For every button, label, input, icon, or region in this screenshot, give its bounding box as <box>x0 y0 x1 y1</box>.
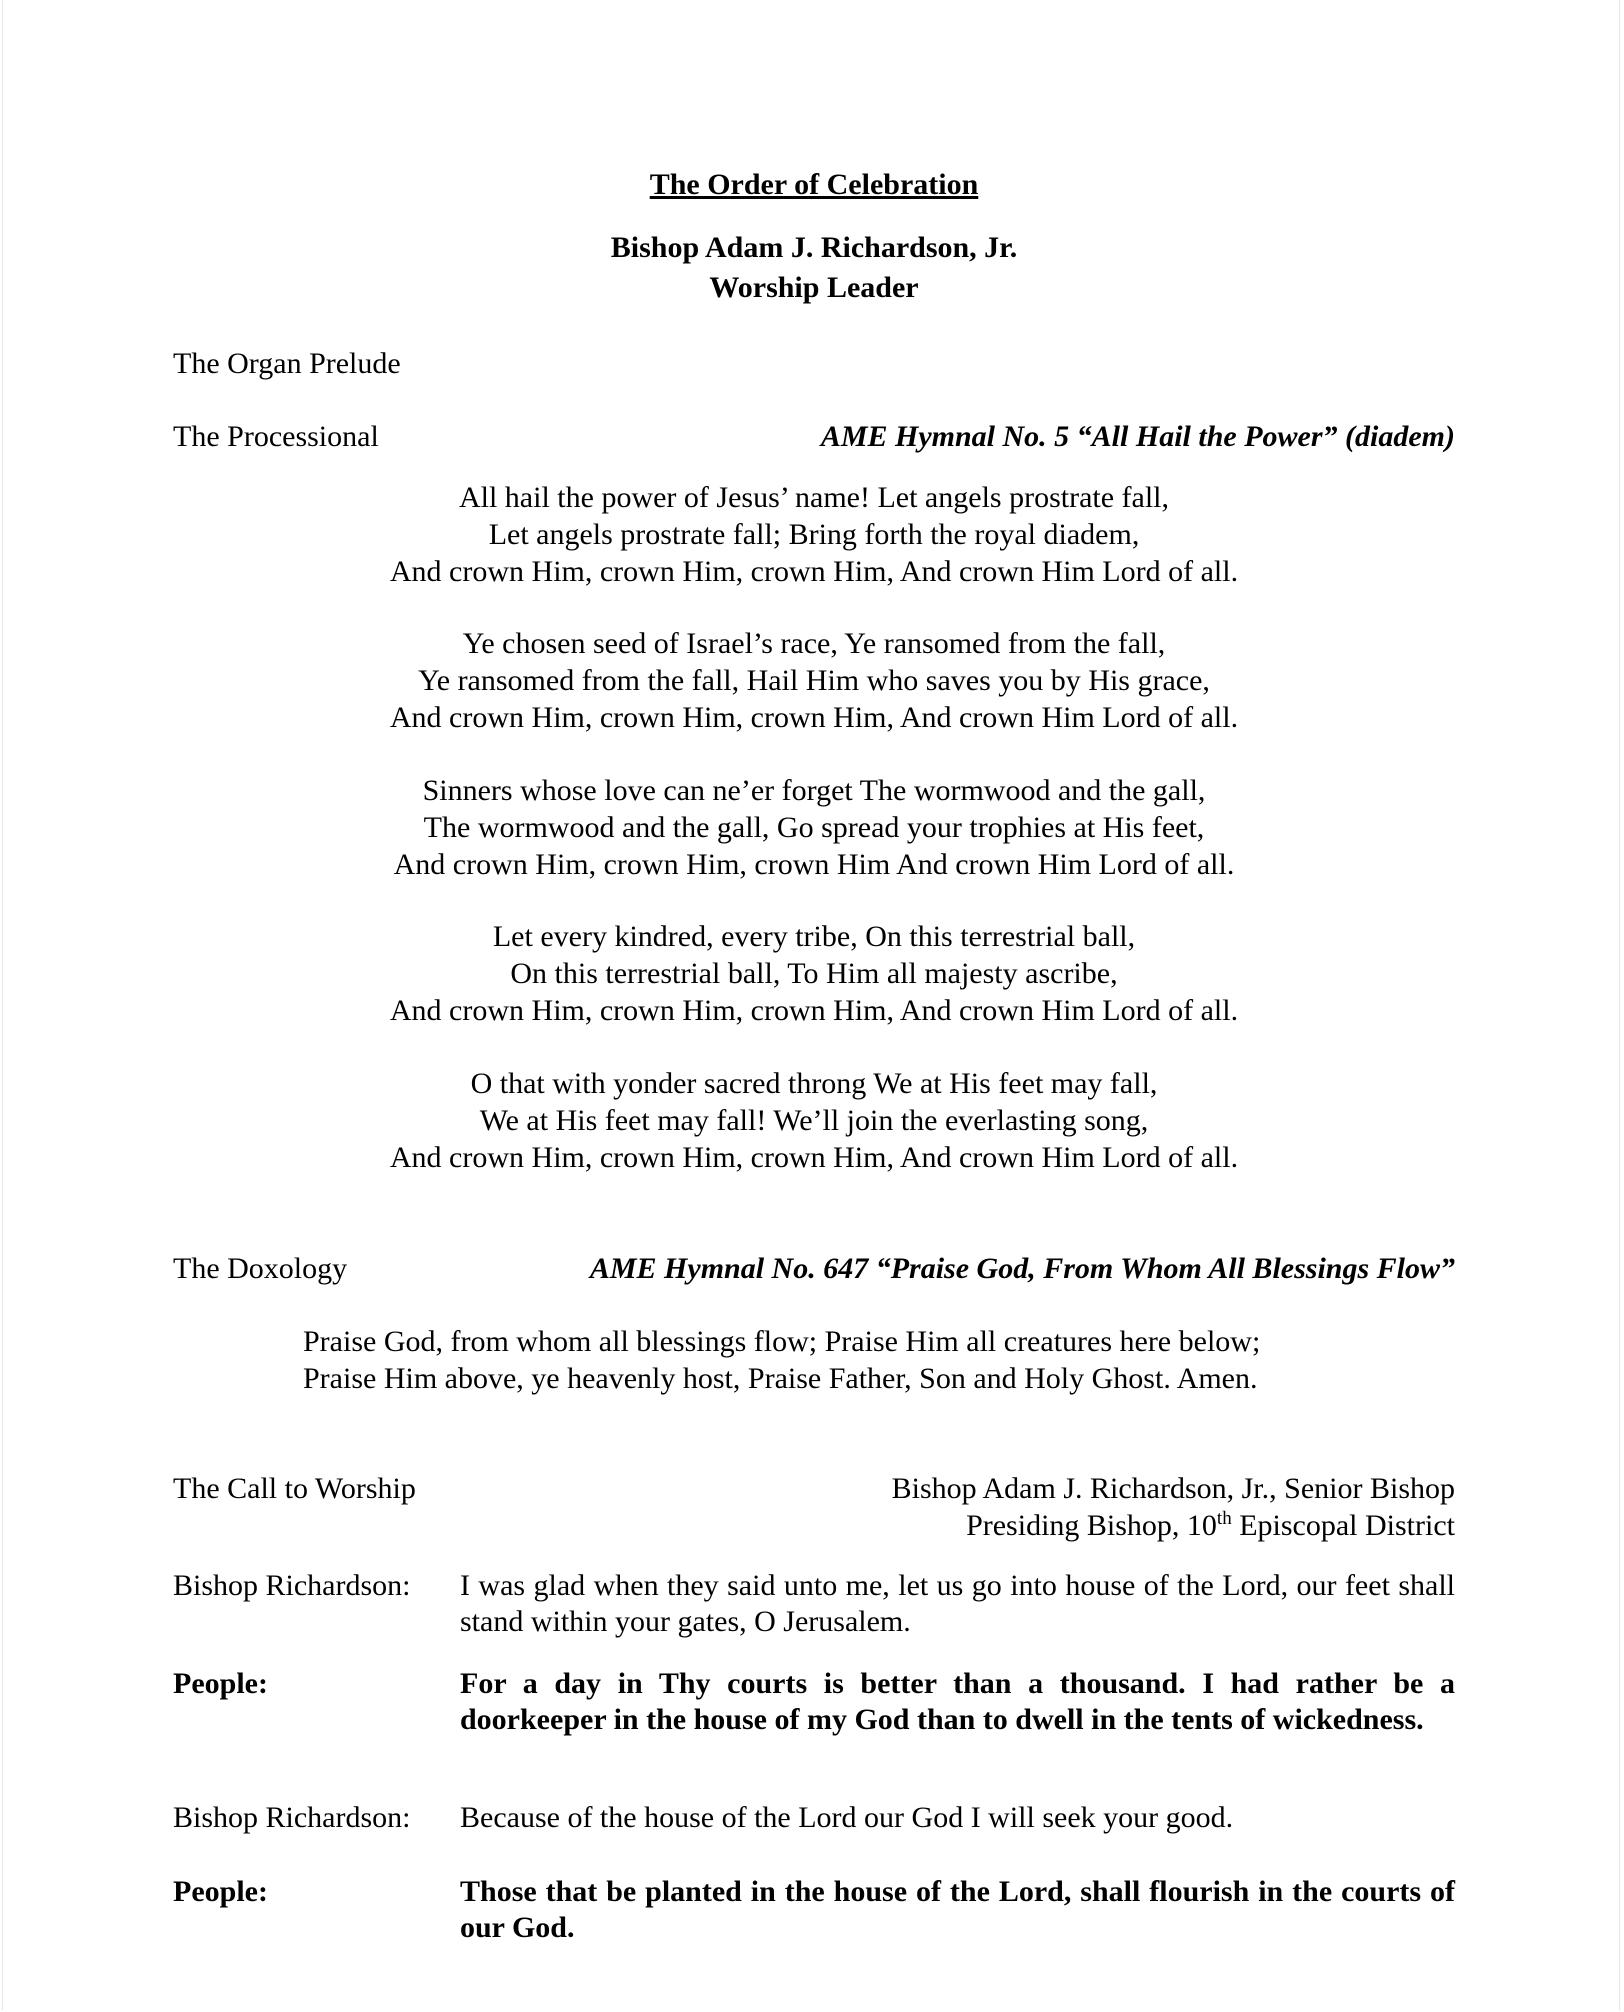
officiant-line-1: Bishop Adam J. Richardson, Jr., Senior Bishop <box>891 1472 1455 1505</box>
hymn-verse-2 <box>173 625 1455 736</box>
ordinal-suffix: th <box>1216 1508 1232 1529</box>
processional-label: The Processional <box>173 420 379 453</box>
verse-line: Let angels prostrate fall; Bring forth the royal diadem, <box>488 518 1140 551</box>
verse-line: And crown Him, crown Him, crown Him, And crown Him Lord of all. <box>389 555 1239 588</box>
doxology-hymn: AME Hymnal No. 647 “Praise God, From Whom All Blessings Flow” <box>589 1252 1455 1285</box>
litany-speaker: Bishop Richardson: <box>173 1569 411 1602</box>
verse-line: And crown Him, crown Him, crown Him And crown Him Lord of all. <box>393 848 1235 881</box>
hymn-verse-1 <box>173 479 1455 590</box>
doxology-line: Praise Him above, ye heavenly host, Praise Father, Son and Holy Ghost. Amen. <box>303 1362 1258 1395</box>
verse-line: The wormwood and the gall, Go spread your trophies at His feet, <box>423 811 1205 844</box>
litany-speaker: People: <box>173 1875 268 1908</box>
officiant-line-2-rest: Episcopal District <box>1231 1509 1455 1542</box>
officiant-line-2-text: Presiding Bishop, 10 <box>966 1509 1217 1542</box>
hymn-verse-5 <box>173 1065 1455 1176</box>
litany-text: Because of the house of the Lord our God I will seek your good. <box>460 1801 1234 1834</box>
verse-line: And crown Him, crown Him, crown Him, And crown Him Lord of all. <box>389 701 1239 734</box>
verse-line: And crown Him, crown Him, crown Him, And crown Him Lord of all. <box>389 994 1239 1027</box>
litany-speaker: Bishop Richardson: <box>173 1801 411 1834</box>
litany-text: Those that be planted in the house of the Lord, shall flourish in the courts of our God. <box>460 1875 1455 1944</box>
doxology-text <box>303 1323 1403 1397</box>
verse-line: Ye chosen seed of Israel’s race, Ye ransomed from the fall, <box>462 627 1166 660</box>
verse-line: All hail the power of Jesus’ name! Let angels prostrate fall, <box>458 481 1170 514</box>
organ-prelude-label: The Organ Prelude <box>173 347 401 380</box>
hymn-verse-3 <box>173 772 1455 883</box>
verse-line: On this terrestrial ball, To Him all majesty ascribe, <box>510 957 1118 990</box>
call-to-worship-label: The Call to Worship <box>173 1472 416 1505</box>
litany-text: I was glad when they said unto me, let us go into house of the Lord, our feet shall stand within your gates, O Jerusalem. <box>460 1569 1455 1638</box>
page-title: The Order of Celebration <box>649 168 979 201</box>
litany-text: For a day in Thy courts is better than a thousand. I had rather be a doorkeeper in the house of my God than to dwell in the tents of wickedness. <box>460 1667 1455 1736</box>
hymn-verse-4 <box>173 918 1455 1029</box>
officiant-block <box>892 1470 1455 1544</box>
doxology-label: The Doxology <box>173 1252 348 1285</box>
verse-line: Sinners whose love can ne’er forget The wormwood and the gall, <box>422 774 1206 807</box>
verse-line: We at His feet may fall! We’ll join the everlasting song, <box>479 1104 1149 1137</box>
verse-line: Ye ransomed from the fall, Hail Him who saves you by His grace, <box>418 664 1210 697</box>
processional-hymn: AME Hymnal No. 5 “All Hail the Power” (diadem) <box>820 420 1455 453</box>
officiant-line-2 <box>892 1507 1455 1544</box>
doxology-line: Praise God, from whom all blessings flow; Praise Him all creatures here below; <box>303 1325 1261 1358</box>
leader-name: Bishop Adam J. Richardson, Jr. <box>610 231 1018 264</box>
worship-leader-block <box>173 228 1455 308</box>
verse-line: O that with yonder sacred throng We at His feet may fall, <box>470 1067 1158 1100</box>
litany-speaker: People: <box>173 1667 268 1700</box>
verse-line: And crown Him, crown Him, crown Him, And crown Him Lord of all. <box>389 1141 1239 1174</box>
leader-role: Worship Leader <box>709 271 919 304</box>
verse-line: Let every kindred, every tribe, On this terrestrial ball, <box>492 920 1136 953</box>
